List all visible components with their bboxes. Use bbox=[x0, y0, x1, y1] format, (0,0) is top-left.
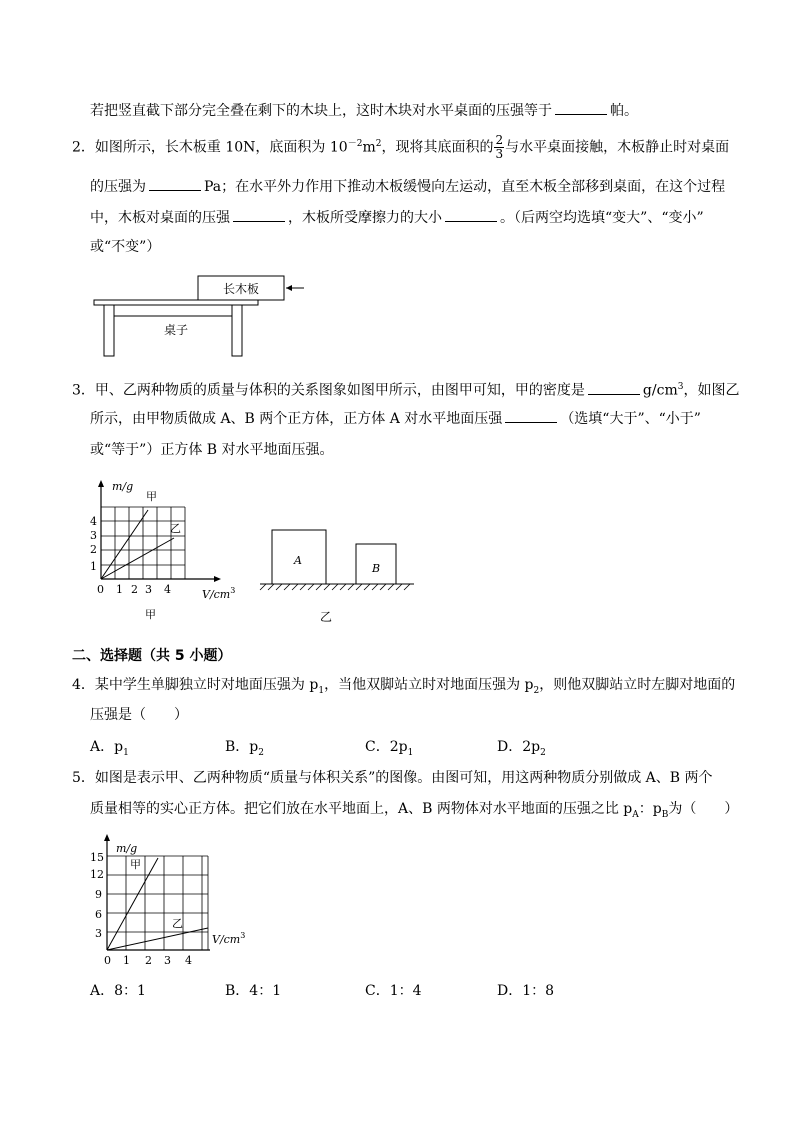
series-yi-line bbox=[107, 928, 208, 950]
y-axis-label: m/g bbox=[112, 480, 134, 493]
table-leg-right bbox=[232, 305, 242, 356]
x-tick: 4 bbox=[164, 583, 171, 596]
answer-blank[interactable] bbox=[445, 207, 497, 222]
q2-line3: 中，木板对桌面的压强 ，木板所受摩擦力的大小 。（后两空均选填“变大”、“变小” bbox=[90, 207, 704, 228]
y-tick: 9 bbox=[95, 888, 102, 901]
arrow-head-icon bbox=[286, 285, 292, 291]
q1-tail-line: 若把竖直截下部分完全叠在剩下的木块上，这时木块对水平桌面的压强等于 帕。 bbox=[90, 100, 638, 121]
board-label: 长木板 bbox=[222, 282, 260, 296]
y-tick: 6 bbox=[95, 908, 102, 921]
q3-line2: 所示，由甲物质做成 A、B 两个正方体，正方体 A 对水平地面压强 （选填“大于”、“小于” bbox=[90, 408, 701, 429]
q4-line1: 4．某中学生单脚独立时对地面压强为 $p_1$，当他双脚站立时对地面压强为 $p_2$，则他双脚站立时左脚对地面的 bbox=[72, 677, 736, 696]
series-yi-line bbox=[101, 538, 174, 579]
answer-blank[interactable] bbox=[588, 380, 640, 395]
table-leg-left bbox=[104, 305, 114, 356]
ground-hatch bbox=[260, 584, 410, 590]
y-tick: 2 bbox=[90, 543, 97, 556]
series-jia-label: 甲 bbox=[146, 490, 157, 503]
q2-line2: 的压强为 Pa；在水平外力作用下推动木板缓慢向左运动，直至木板全部移到桌面，在这个过程 bbox=[90, 176, 725, 197]
q4-line2: 压强是（ ） bbox=[90, 707, 188, 723]
q3-line3: 或“等于”）正方体 B 对水平地面压强。 bbox=[90, 442, 334, 458]
q4-option-b[interactable]: B．$p_2$ bbox=[225, 739, 264, 758]
cubes-caption: 乙 bbox=[320, 610, 333, 624]
q5-line2: 质量相等的实心正方体。把它们放在水平地面上，A、B 两物体对水平地面的压强之比 $p_A$：$p_B$为（ ） bbox=[90, 801, 739, 820]
series-yi-label: 乙 bbox=[172, 917, 183, 930]
x-tick: 4 bbox=[185, 954, 192, 967]
q5-option-a[interactable]: A．8：1 bbox=[90, 983, 146, 999]
x-tick: 0 bbox=[97, 583, 104, 596]
y-axis-arrow-icon bbox=[104, 834, 110, 841]
series-jia-line bbox=[101, 510, 148, 579]
q5-option-b[interactable]: B．4：1 bbox=[225, 983, 282, 999]
q5-option-d[interactable]: D．1：8 bbox=[497, 983, 555, 999]
x-tick: 2 bbox=[131, 583, 138, 596]
answer-blank[interactable] bbox=[505, 408, 557, 423]
q4-option-d[interactable]: D．$2p_2$ bbox=[497, 739, 546, 758]
x-tick: 1 bbox=[116, 583, 123, 596]
x-tick: 1 bbox=[123, 954, 130, 967]
answer-blank[interactable] bbox=[233, 207, 285, 222]
x-tick: 3 bbox=[164, 954, 171, 967]
x-axis-arrow-icon bbox=[214, 576, 221, 582]
x-tick: 3 bbox=[145, 583, 152, 596]
q5-mass-volume-graph bbox=[88, 834, 263, 968]
cube-a-label: A bbox=[294, 554, 302, 567]
x-tick: 0 bbox=[104, 954, 111, 967]
q3-line1: 3．甲、乙两种物质的质量与体积的关系图象如图甲所示，由图甲可知，甲的密度是 $g/cm^3$，如图乙 bbox=[72, 377, 739, 401]
graph-caption: 甲 bbox=[145, 608, 156, 621]
section-heading: 二、选择题（共 5 小题） bbox=[72, 648, 232, 664]
series-jia-line bbox=[107, 858, 158, 950]
q3-cubes-figure bbox=[258, 524, 420, 624]
fraction-two-thirds: $\frac{2}{3}$ bbox=[495, 133, 504, 162]
x-axis-label: $V/cm^3$ bbox=[202, 586, 236, 601]
q4-option-c[interactable]: C．$2p_1$ bbox=[365, 739, 414, 758]
table-top bbox=[94, 300, 258, 305]
q2-line1: 2．如图所示，长木板重 10N，底面积为 $10^{-2}m^2$，现将其底面积的 $\frac{2}{3}$ 与水平桌面接触，木板静止时对桌面 bbox=[72, 133, 730, 162]
y-tick: 12 bbox=[90, 868, 104, 881]
y-tick: 1 bbox=[90, 560, 97, 573]
y-tick: 3 bbox=[90, 529, 97, 542]
q2-line4: 或“不变”） bbox=[90, 239, 161, 255]
y-axis-arrow-icon bbox=[98, 480, 104, 487]
board-table-figure bbox=[90, 272, 310, 362]
y-tick: 3 bbox=[95, 927, 102, 940]
table-label: 桌子 bbox=[163, 323, 189, 337]
answer-blank[interactable] bbox=[555, 100, 607, 115]
cube-b-label: B bbox=[371, 562, 381, 575]
x-axis-label: $V/cm^3$ bbox=[212, 931, 246, 946]
y-tick: 15 bbox=[90, 851, 104, 864]
series-yi-label: 乙 bbox=[170, 522, 181, 535]
q4-option-a[interactable]: A．$p_1$ bbox=[90, 739, 129, 758]
q5-option-c[interactable]: C．1：4 bbox=[365, 983, 422, 999]
q3-mass-volume-graph bbox=[86, 474, 246, 624]
q5-line1: 5．如图是表示甲、乙两种物质“质量与体积关系”的图像。由图可知，用这两种物质分别做成 A、B 两个 bbox=[72, 770, 713, 786]
y-axis-label: m/g bbox=[116, 842, 138, 855]
series-jia-label: 甲 bbox=[130, 858, 141, 871]
x-tick: 2 bbox=[145, 954, 152, 967]
y-tick: 4 bbox=[90, 515, 97, 528]
answer-blank[interactable] bbox=[149, 176, 201, 191]
